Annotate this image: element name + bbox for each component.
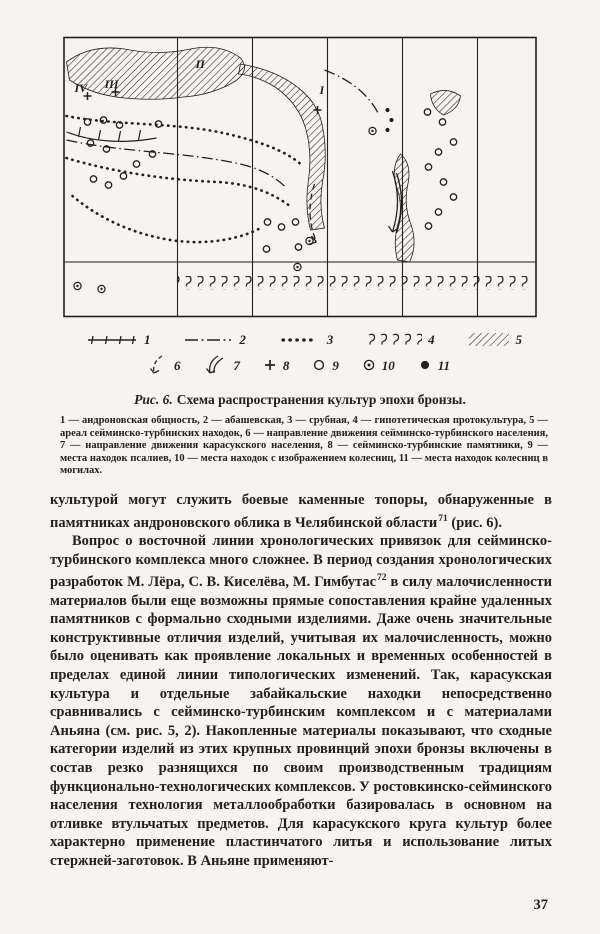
page-number: 37 (533, 897, 548, 913)
footnote-ref-72: 72 (377, 573, 387, 584)
legend-item-6 (146, 354, 181, 376)
legend-number: 6 (174, 357, 181, 373)
dashed-arrow-symbol-icon (146, 354, 168, 376)
map-circled-dot-markers (74, 127, 376, 292)
legend-number: 5 (515, 332, 522, 347)
legend-item-10 (362, 358, 395, 372)
legend-number: 8 (282, 357, 290, 373)
body-text (50, 491, 552, 871)
legend-number: 10 (381, 357, 395, 373)
open-circle-symbol-icon (312, 358, 326, 372)
hatching-symbol-icon (468, 332, 510, 347)
map-hatched-regions (67, 47, 461, 262)
body-paragraph-2 (50, 532, 552, 871)
paragraph-text: в силу малочисленности материалов были еще возможны прямые сопоставления крайне удаленных памятников с формально сходными изделиями. Даже очень значительные конструктивные отличия изделий, учитывая их малочисленность, можно было оценивать как проявление локальных и временных особенностей в пределах единой линии типологических изменений. Так, карасукская культура и отдельные забайкальские находки непосредственно сравнивались с сейминско-турбинским комплексом и с материалами Аньяна (см. рис. 5, 2). Накопленные материалы показывают, что сходные категории изделий из этих крупных провинций эпохи бронзы включены в состав резко разнящихся по своим производственным традициям функционально-технологических комплексов. У ростовкинско-сейминского населения технология металлообработки базировалась в основном на отливке втульчатых предметов. Для карасукского круга культур более характерно применение пластинчатого литья и использование литых стержней-заготовок. В Аньяне применяют- (50, 574, 552, 869)
map-label-iii: III (104, 77, 119, 91)
legend-item-2 (183, 333, 246, 346)
dotted-line-symbol-icon (279, 334, 321, 346)
map-label-ii: II (195, 57, 205, 71)
legend-number: 7 (233, 357, 240, 373)
map-scale-row (178, 276, 530, 290)
legend-number: 4 (428, 332, 435, 347)
map-movement-arrows (310, 171, 402, 244)
legend-item-4 (366, 332, 435, 347)
circled-dot-symbol-icon (362, 358, 376, 372)
bronze-age-distribution-map (62, 36, 538, 320)
legend-item-1 (86, 333, 151, 346)
map-filled-dot-markers (385, 108, 393, 132)
map-label-iv: IV (74, 81, 88, 95)
figure-legend-text: 1 — андроновская общность, 2 — абашевская, 3 — срубная, 4 — гипотетическая протокультура, 5 — ареал сейминско-турбинских находок, 6 — направление движения сейминско-турбинского населения, 7 — направление движения карасукского населения, 8 — сейминско-турбинские памятники, 9 — места находок псалиев, 10 — места находок с изображением колесниц, 11 — места находок колесниц в могилах. (60, 415, 548, 477)
map-tick-boundary (67, 127, 157, 141)
paragraph-text: культурой могут служить боевые каменные топоры, обнаруженные в памятниках андроновского облика в Челябинской области (50, 491, 552, 531)
dash-dot-line-symbol-icon (183, 334, 233, 346)
map-dotted-boundaries (67, 116, 301, 242)
figure-caption-text: Схема распространения культур эпохи бронзы. (176, 392, 466, 407)
legend-number: 1 (144, 332, 151, 347)
solid-arrow-symbol-icon (203, 354, 227, 376)
filled-circle-symbol-icon (418, 358, 432, 372)
legend-item-3 (279, 333, 334, 346)
figure-caption-label: Рис. 6. (134, 392, 173, 407)
legend-item-9 (312, 358, 339, 372)
legend-number: 2 (239, 332, 246, 347)
map-wrap (62, 36, 540, 320)
paragraph-text: Вопрос о восточной линии хронологических привязок для сейминско-турбинского комплекса много сложнее. В период создания хронологических разработок М. Лёра, С. В. Киселёва, М. Гимбутас (50, 532, 552, 590)
legend-number: 9 (332, 357, 339, 373)
legend-number: 3 (326, 332, 334, 347)
scale-row-symbol-icon (366, 332, 422, 347)
legend-item-11 (418, 358, 450, 372)
legend-item-7 (203, 354, 240, 376)
legend-number: 11 (437, 357, 450, 373)
legend-item-8 (263, 358, 290, 372)
tick-line-symbol-icon (86, 334, 138, 346)
body-paragraph-continuation (50, 491, 552, 532)
figure-caption (0, 392, 600, 408)
map-label-i: I (319, 83, 325, 97)
map-legend-row-1 (86, 332, 522, 347)
paragraph-text: (рис. 6). (447, 514, 503, 531)
map-legend-row-2 (146, 354, 450, 376)
plus-symbol-icon (263, 358, 277, 372)
footnote-ref-71: 71 (438, 513, 448, 524)
legend-item-5 (468, 332, 523, 347)
